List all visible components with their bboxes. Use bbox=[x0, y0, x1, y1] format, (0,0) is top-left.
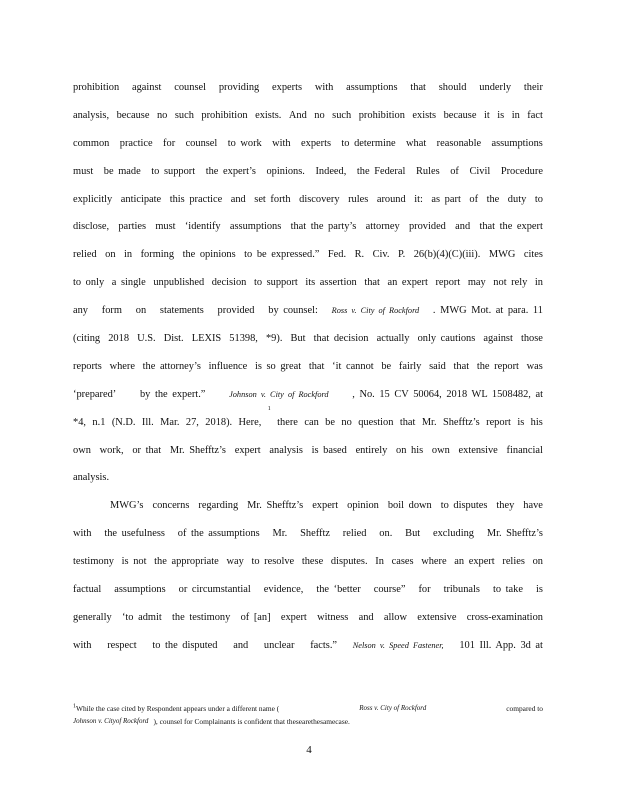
footnote-text: ), counsel for Complainants is confident that thesearethesamecase. bbox=[153, 717, 350, 726]
word: prohibition bbox=[201, 109, 248, 121]
word: Here, bbox=[238, 416, 262, 428]
word: be bbox=[325, 416, 335, 428]
word: in bbox=[124, 249, 133, 261]
word: 51398, bbox=[229, 333, 258, 345]
word: where bbox=[421, 556, 447, 568]
word: in bbox=[511, 109, 520, 121]
word: experts bbox=[301, 137, 332, 149]
word: is based bbox=[311, 444, 347, 456]
word: *9). bbox=[265, 333, 283, 345]
word: ‘it cannot bbox=[332, 360, 374, 372]
citation-tail: 101 Ill. App. 3d at bbox=[459, 639, 543, 651]
word: assumptions bbox=[491, 137, 543, 149]
word: its assertion bbox=[305, 277, 357, 289]
word: not rely bbox=[493, 277, 528, 289]
word: the appropriate bbox=[154, 556, 219, 568]
word: such bbox=[174, 109, 194, 121]
word: Shefftz’s bbox=[442, 416, 480, 428]
word: cross-examination bbox=[466, 611, 543, 623]
word: actually bbox=[376, 333, 410, 345]
word: allow bbox=[383, 611, 407, 623]
word: work, bbox=[99, 444, 124, 456]
word: to only bbox=[73, 277, 105, 289]
word: prohibition bbox=[73, 82, 120, 93]
text-line bbox=[73, 241, 543, 269]
word: or that bbox=[132, 444, 162, 456]
text-line bbox=[73, 604, 543, 632]
word: parties bbox=[118, 221, 147, 233]
word: MWG bbox=[488, 249, 516, 261]
word: must bbox=[155, 221, 176, 233]
word: set forth bbox=[254, 193, 291, 205]
word: against bbox=[483, 333, 513, 345]
page-number: 4 bbox=[306, 744, 312, 756]
word: forming bbox=[140, 249, 175, 261]
word: the opinions bbox=[182, 249, 236, 261]
word: in bbox=[534, 277, 543, 289]
word: and bbox=[455, 221, 471, 233]
word: be made bbox=[103, 165, 141, 177]
word: discovery bbox=[299, 193, 340, 205]
word: must bbox=[73, 165, 94, 177]
word: counsel bbox=[174, 82, 206, 93]
word: expert bbox=[312, 500, 339, 512]
word: In bbox=[375, 556, 384, 568]
word: P. bbox=[398, 249, 406, 261]
word: because bbox=[116, 109, 150, 121]
text-line bbox=[73, 548, 543, 576]
word: of [an] bbox=[240, 611, 271, 623]
word: Mr. bbox=[272, 528, 288, 540]
word: of bbox=[450, 165, 459, 177]
word: opinions. bbox=[266, 165, 305, 177]
word: to the disputed bbox=[152, 639, 218, 651]
word: that decision bbox=[313, 333, 369, 345]
text-line bbox=[73, 102, 543, 130]
word: it: bbox=[414, 193, 423, 205]
word: form bbox=[101, 305, 122, 317]
word: Mr. bbox=[421, 416, 437, 428]
word: because bbox=[443, 109, 477, 121]
word: is so great bbox=[254, 360, 302, 372]
word: duty bbox=[507, 193, 527, 205]
word: assumptions bbox=[346, 82, 398, 93]
word: tribunals bbox=[443, 584, 480, 596]
word: the expert’s bbox=[205, 165, 256, 177]
text-line bbox=[73, 353, 543, 381]
word: and bbox=[233, 639, 249, 651]
word: witness bbox=[317, 611, 349, 623]
footnote-marker: 1 bbox=[73, 703, 76, 710]
word: was bbox=[526, 360, 543, 372]
word: that bbox=[308, 360, 325, 372]
word: to support bbox=[151, 165, 196, 177]
word: is bbox=[497, 109, 505, 121]
word: with bbox=[73, 528, 92, 540]
word: Mr. Shefftz’s bbox=[247, 500, 304, 512]
word: (N.D. bbox=[111, 416, 136, 428]
word: fairly bbox=[398, 360, 422, 372]
word: 2018). bbox=[205, 416, 233, 428]
word: Indeed, bbox=[315, 165, 347, 177]
word: against bbox=[132, 82, 162, 93]
word: 27, bbox=[185, 416, 199, 428]
text-line bbox=[73, 74, 543, 102]
word: the ‘better bbox=[316, 584, 361, 596]
word: to be expressed.” bbox=[244, 249, 320, 261]
text-line bbox=[73, 186, 543, 214]
word: Mar. bbox=[160, 416, 180, 428]
word: But bbox=[405, 528, 421, 540]
word: where bbox=[109, 360, 135, 372]
text-line bbox=[73, 437, 543, 465]
citation-tail: , No. 15 CV 50064, 2018 WL 1508482, at bbox=[352, 388, 543, 400]
word: course” bbox=[373, 584, 406, 596]
word: that bbox=[364, 277, 380, 289]
word: Civil bbox=[469, 165, 491, 177]
word: own bbox=[431, 444, 450, 456]
word: opinion bbox=[347, 500, 379, 512]
word: exists bbox=[412, 109, 437, 121]
word: to take bbox=[492, 584, 523, 596]
word: generally bbox=[73, 611, 112, 623]
text-line bbox=[73, 158, 543, 186]
word: decision bbox=[211, 277, 247, 289]
text-line bbox=[73, 381, 543, 409]
word: Ill. bbox=[141, 416, 154, 428]
citation-tail: . MWG Mot. at para. 11 bbox=[432, 305, 543, 317]
word: that bbox=[410, 82, 426, 93]
word: on bbox=[135, 305, 147, 317]
word: ‘prepared’ bbox=[73, 388, 117, 400]
word: is bbox=[535, 584, 543, 596]
word: an expert bbox=[454, 556, 495, 568]
word: analysis. bbox=[73, 472, 110, 484]
word: relied bbox=[342, 528, 367, 540]
word: they bbox=[496, 500, 515, 512]
word: this practice bbox=[169, 193, 223, 205]
word: to determine bbox=[341, 137, 396, 149]
word: exists. bbox=[255, 109, 282, 121]
word: with bbox=[73, 639, 92, 651]
word: with bbox=[314, 82, 334, 93]
footnote-line bbox=[73, 702, 543, 715]
word: ‘identify bbox=[184, 221, 221, 233]
word: by the expert.” bbox=[139, 388, 206, 400]
text-line bbox=[73, 464, 543, 492]
word: expert bbox=[234, 444, 261, 456]
word: disclose, bbox=[73, 221, 110, 233]
word: the usefulness bbox=[104, 528, 165, 540]
case-citation: Johnson v. City of Rockford bbox=[229, 389, 329, 399]
word: by counsel: bbox=[268, 305, 318, 317]
text-line bbox=[73, 325, 543, 353]
word: R. bbox=[354, 249, 365, 261]
word: analysis bbox=[269, 444, 303, 456]
word: unpublished bbox=[153, 277, 205, 289]
word: Civ. bbox=[372, 249, 390, 261]
word: U.S. bbox=[137, 333, 156, 345]
word: disputes. bbox=[330, 556, 368, 568]
word: no bbox=[156, 109, 168, 121]
word: *4, bbox=[73, 416, 86, 428]
word: on bbox=[532, 556, 543, 568]
word: provided bbox=[408, 221, 446, 233]
word: assumptions bbox=[229, 221, 282, 233]
word: Procedure bbox=[500, 165, 543, 177]
word: extensive bbox=[458, 444, 498, 456]
word: cites bbox=[523, 249, 543, 261]
word: may bbox=[467, 277, 486, 289]
word: attorney bbox=[365, 221, 400, 233]
word: or circumstantial bbox=[178, 584, 251, 596]
word: MWG’s bbox=[110, 500, 144, 512]
word: to resolve bbox=[251, 556, 295, 568]
word: analysis, bbox=[73, 109, 110, 121]
word: 26(b)(4)(C)(iii). bbox=[413, 249, 481, 261]
word: n.1 bbox=[92, 416, 106, 428]
word: such bbox=[332, 109, 352, 121]
word: evidence, bbox=[263, 584, 304, 596]
text-line bbox=[73, 576, 543, 604]
word: And bbox=[288, 109, 307, 121]
word: concerns bbox=[152, 500, 190, 512]
word: Mr. Shefftz’s bbox=[169, 444, 226, 456]
footnote-citation: Ross v. City of Rockford bbox=[359, 704, 427, 712]
word: on bbox=[105, 249, 116, 261]
word: it bbox=[483, 109, 490, 121]
footnote-citation: Johnson v. Cityof Rockford bbox=[73, 717, 149, 725]
word: have bbox=[523, 500, 543, 512]
case-citation: Ross v. City of Rockford bbox=[331, 306, 420, 316]
word: and bbox=[358, 611, 374, 623]
word: to disputes bbox=[440, 500, 488, 512]
word: 2018 bbox=[108, 333, 130, 345]
word: that bbox=[399, 416, 416, 428]
word: on. bbox=[379, 528, 393, 540]
word: reports bbox=[73, 360, 102, 372]
word: common bbox=[73, 137, 110, 149]
word: no bbox=[314, 109, 325, 121]
word: with bbox=[272, 137, 291, 149]
word: the attorney’s bbox=[142, 360, 201, 372]
word: the report bbox=[476, 360, 519, 372]
word: assumptions bbox=[114, 584, 166, 596]
word: on his bbox=[396, 444, 424, 456]
word: But bbox=[290, 333, 306, 345]
word: factual bbox=[73, 584, 102, 596]
footnote-reference: 1 bbox=[267, 405, 271, 412]
word: an expert bbox=[387, 277, 428, 289]
word: (citing bbox=[73, 333, 101, 345]
word: his bbox=[530, 416, 543, 428]
word: to support bbox=[253, 277, 298, 289]
word: that the party’s bbox=[290, 221, 357, 233]
word: facts.” bbox=[310, 639, 338, 651]
word: anticipate bbox=[120, 193, 162, 205]
word: way bbox=[226, 556, 244, 568]
word: Fed. bbox=[327, 249, 347, 261]
word: for bbox=[418, 584, 431, 596]
word: a single bbox=[111, 277, 146, 289]
word: the Federal bbox=[356, 165, 406, 177]
word: for bbox=[163, 137, 176, 149]
word: of the assumptions bbox=[177, 528, 260, 540]
word: of bbox=[469, 193, 479, 205]
word: report bbox=[435, 277, 461, 289]
word: there bbox=[277, 416, 298, 428]
word: Shefftz bbox=[300, 528, 330, 540]
word: testimony bbox=[73, 556, 114, 568]
word: practice bbox=[119, 137, 153, 149]
word: ‘to admit bbox=[121, 611, 162, 623]
word: Mr. Shefftz’s bbox=[486, 528, 543, 540]
word: financial bbox=[506, 444, 543, 456]
word: expert bbox=[280, 611, 307, 623]
word: that bbox=[453, 360, 470, 372]
text-line bbox=[73, 492, 543, 520]
word: Dist. bbox=[163, 333, 184, 345]
word: excluding bbox=[433, 528, 474, 540]
text-line bbox=[73, 213, 543, 241]
word: is bbox=[517, 416, 525, 428]
word: question bbox=[358, 416, 394, 428]
word: can bbox=[304, 416, 319, 428]
word: unclear bbox=[263, 639, 295, 651]
word: counsel bbox=[185, 137, 218, 149]
word: boil down bbox=[387, 500, 432, 512]
word: LEXIS bbox=[191, 333, 222, 345]
text-line bbox=[73, 297, 543, 325]
word: those bbox=[520, 333, 543, 345]
word: extensive bbox=[417, 611, 457, 623]
word: own bbox=[73, 444, 91, 456]
word: relies bbox=[502, 556, 525, 568]
word: explicitly bbox=[73, 193, 113, 205]
footnote-line bbox=[73, 715, 543, 728]
word: be bbox=[381, 360, 392, 372]
word: is not bbox=[121, 556, 147, 568]
word: that the expert bbox=[479, 221, 543, 233]
word: these bbox=[301, 556, 324, 568]
word: fact bbox=[527, 109, 543, 121]
word: said bbox=[429, 360, 446, 372]
word: providing bbox=[218, 82, 260, 93]
word: relied bbox=[73, 249, 97, 261]
word: experts bbox=[272, 82, 303, 93]
body-text bbox=[73, 74, 543, 660]
footnote-text: While the case cited by Respondent appears under a different name ( bbox=[76, 704, 280, 713]
word: provided bbox=[217, 305, 255, 317]
word: what bbox=[406, 137, 427, 149]
word: their bbox=[523, 82, 543, 93]
text-line bbox=[73, 130, 543, 158]
word: should bbox=[438, 82, 467, 93]
word: prohibition bbox=[358, 109, 405, 121]
word: statements bbox=[159, 305, 204, 317]
word: and bbox=[230, 193, 246, 205]
word: the bbox=[486, 193, 500, 205]
text-line bbox=[73, 632, 543, 660]
word: report bbox=[486, 416, 511, 428]
word: only cautions bbox=[417, 333, 476, 345]
footnote bbox=[73, 702, 543, 728]
word: underly bbox=[479, 82, 512, 93]
word: around bbox=[376, 193, 406, 205]
word: influence bbox=[208, 360, 248, 372]
text-line bbox=[73, 269, 543, 297]
word: entirely bbox=[355, 444, 388, 456]
text-line bbox=[73, 405, 543, 437]
word: cases bbox=[391, 556, 414, 568]
word: no bbox=[341, 416, 352, 428]
word: to work bbox=[227, 137, 262, 149]
word: rules bbox=[348, 193, 369, 205]
footnote-text: compared to bbox=[506, 704, 543, 713]
word: Rules bbox=[415, 165, 440, 177]
word: respect bbox=[107, 639, 137, 651]
case-citation: Nelson v. Speed Fastener, bbox=[352, 640, 444, 650]
word: the testimony bbox=[172, 611, 231, 623]
word: reasonable bbox=[436, 137, 482, 149]
word: as part bbox=[431, 193, 461, 205]
word: any bbox=[73, 305, 89, 317]
text-line bbox=[73, 520, 543, 548]
word: regarding bbox=[198, 500, 239, 512]
word: to bbox=[534, 193, 543, 205]
